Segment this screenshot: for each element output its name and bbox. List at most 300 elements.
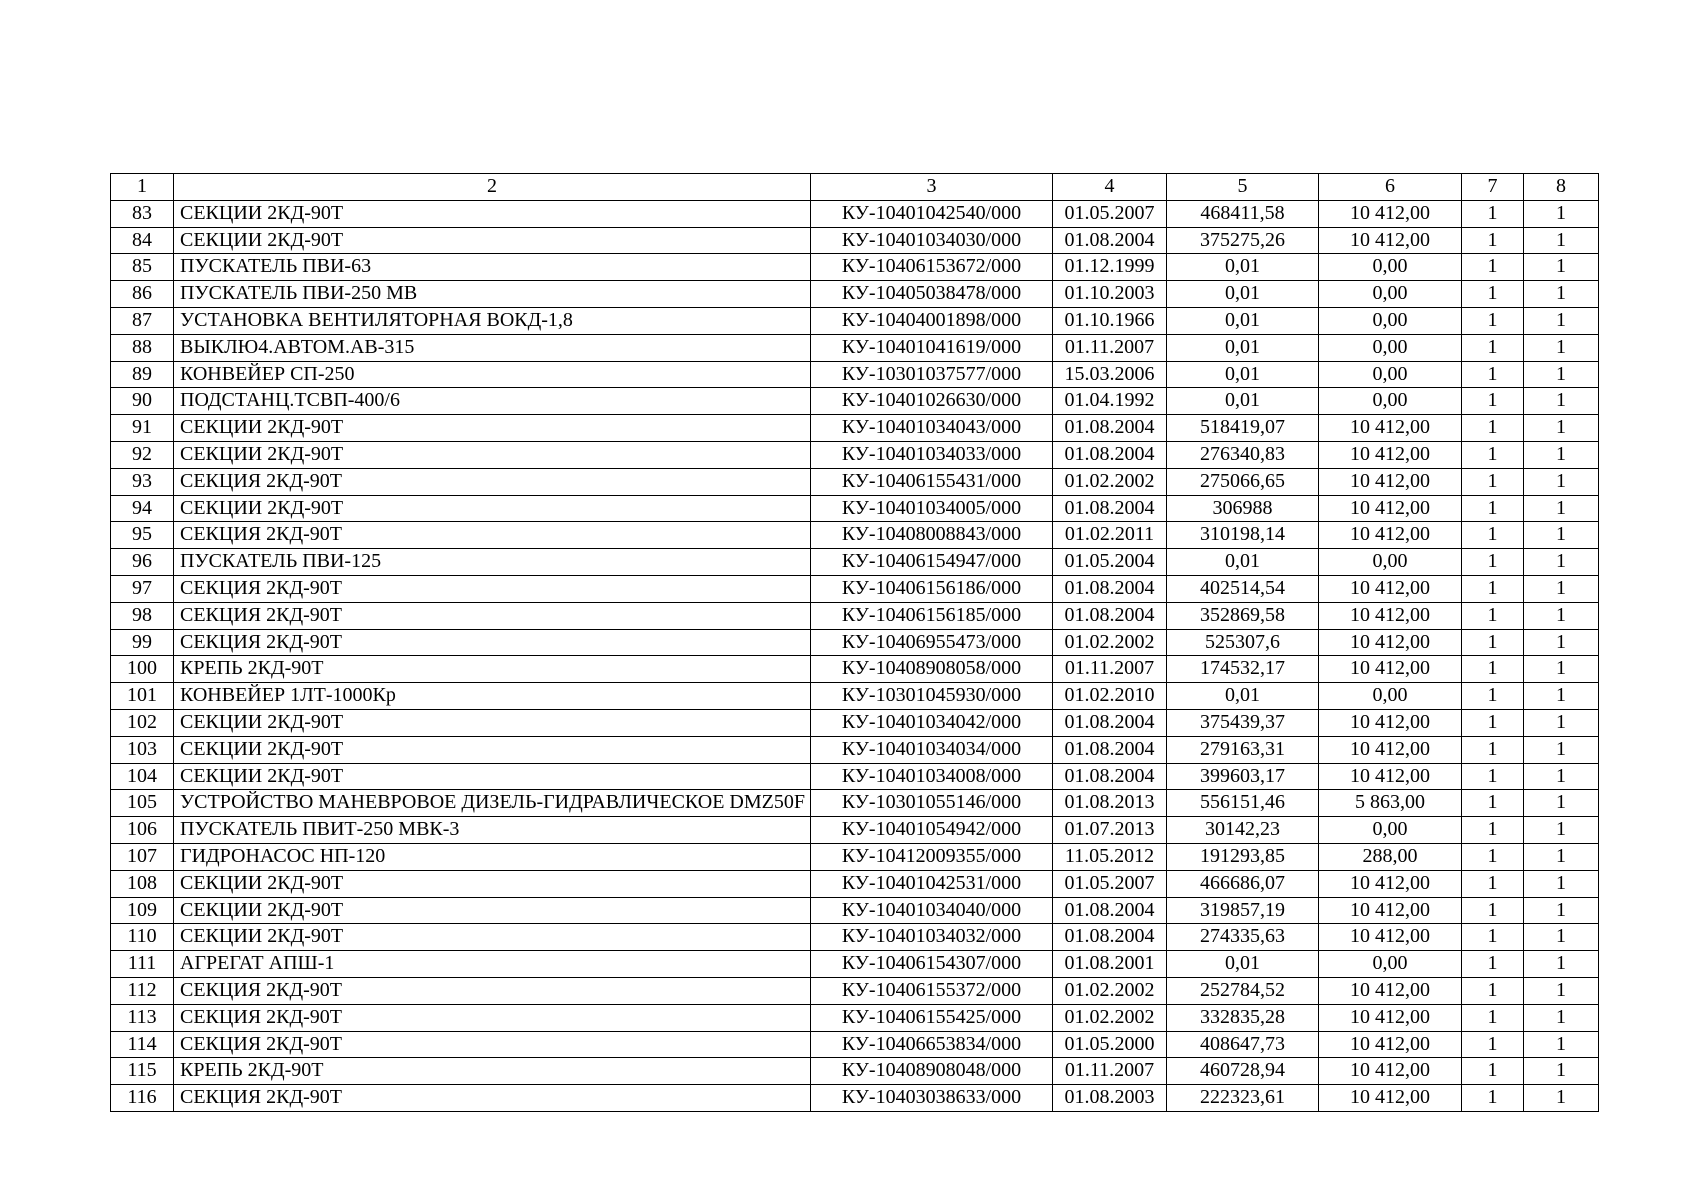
item-name-cell: ПУСКАТЕЛЬ ПВИ-63: [174, 254, 811, 281]
date-cell: 01.11.2007: [1053, 1058, 1167, 1085]
row-number-cell: 100: [111, 656, 174, 683]
item-name-cell: ГИДРОНАСОС НП-120: [174, 843, 811, 870]
quantity-b-cell: 1: [1524, 281, 1599, 308]
row-number-cell: 96: [111, 549, 174, 576]
quantity-b-cell: 1: [1524, 790, 1599, 817]
quantity-b-cell: 1: [1524, 549, 1599, 576]
quantity-b-cell: 1: [1524, 977, 1599, 1004]
amount-cell: 10 412,00: [1319, 709, 1462, 736]
quantity-b-cell: 1: [1524, 951, 1599, 978]
column-header-6: 6: [1319, 174, 1462, 201]
quantity-b-cell: 1: [1524, 1085, 1599, 1112]
date-cell: 01.08.2004: [1053, 495, 1167, 522]
value-cell: 556151,46: [1167, 790, 1319, 817]
item-name-cell: СЕКЦИИ 2КД-90Т: [174, 227, 811, 254]
inventory-number-cell: КУ-10408008843/000: [811, 522, 1053, 549]
table-row: [111, 763, 1599, 790]
amount-cell: 10 412,00: [1319, 441, 1462, 468]
amount-cell: 10 412,00: [1319, 897, 1462, 924]
date-cell: 01.08.2004: [1053, 575, 1167, 602]
value-cell: 191293,85: [1167, 843, 1319, 870]
amount-cell: 10 412,00: [1319, 1085, 1462, 1112]
date-cell: 01.08.2004: [1053, 602, 1167, 629]
column-header-5: 5: [1167, 174, 1319, 201]
row-number-cell: 90: [111, 388, 174, 415]
date-cell: 01.02.2002: [1053, 977, 1167, 1004]
amount-cell: 0,00: [1319, 817, 1462, 844]
amount-cell: 0,00: [1319, 307, 1462, 334]
item-name-cell: КОНВЕЙЕР 1ЛТ-1000Кр: [174, 683, 811, 710]
date-cell: 01.07.2013: [1053, 817, 1167, 844]
row-number-cell: 105: [111, 790, 174, 817]
inventory-number-cell: КУ-10406153672/000: [811, 254, 1053, 281]
inventory-number-cell: КУ-10401034032/000: [811, 924, 1053, 951]
row-number-cell: 91: [111, 415, 174, 442]
table-row: [111, 1058, 1599, 1085]
amount-cell: 10 412,00: [1319, 415, 1462, 442]
column-header-3: 3: [811, 174, 1053, 201]
quantity-a-cell: 1: [1462, 281, 1524, 308]
value-cell: 306988: [1167, 495, 1319, 522]
value-cell: 402514,54: [1167, 575, 1319, 602]
amount-cell: 10 412,00: [1319, 736, 1462, 763]
inventory-number-cell: КУ-10401054942/000: [811, 817, 1053, 844]
row-number-cell: 101: [111, 683, 174, 710]
quantity-a-cell: 1: [1462, 843, 1524, 870]
quantity-a-cell: 1: [1462, 575, 1524, 602]
row-number-cell: 116: [111, 1085, 174, 1112]
item-name-cell: КРЕПЬ 2КД-90Т: [174, 656, 811, 683]
quantity-b-cell: 1: [1524, 843, 1599, 870]
row-number-cell: 95: [111, 522, 174, 549]
date-cell: 01.04.1992: [1053, 388, 1167, 415]
row-number-cell: 98: [111, 602, 174, 629]
amount-cell: 10 412,00: [1319, 924, 1462, 951]
value-cell: 0,01: [1167, 361, 1319, 388]
inventory-number-cell: КУ-10406653834/000: [811, 1031, 1053, 1058]
inventory-number-cell: КУ-10406155372/000: [811, 977, 1053, 1004]
table-row: [111, 200, 1599, 227]
amount-cell: 288,00: [1319, 843, 1462, 870]
quantity-a-cell: 1: [1462, 522, 1524, 549]
table-row: [111, 575, 1599, 602]
item-name-cell: СЕКЦИИ 2КД-90Т: [174, 415, 811, 442]
value-cell: 275066,65: [1167, 468, 1319, 495]
value-cell: 222323,61: [1167, 1085, 1319, 1112]
row-number-cell: 110: [111, 924, 174, 951]
amount-cell: 0,00: [1319, 683, 1462, 710]
inventory-number-cell: КУ-10404001898/000: [811, 307, 1053, 334]
item-name-cell: ПУСКАТЕЛЬ ПВИ-250 МВ: [174, 281, 811, 308]
quantity-a-cell: 1: [1462, 709, 1524, 736]
date-cell: 01.02.2002: [1053, 468, 1167, 495]
date-cell: 01.05.2007: [1053, 870, 1167, 897]
table-row: [111, 683, 1599, 710]
table-row: [111, 281, 1599, 308]
value-cell: 310198,14: [1167, 522, 1319, 549]
item-name-cell: УСТРОЙСТВО МАНЕВРОВОЕ ДИЗЕЛЬ-ГИДРАВЛИЧЕСКОЕ DMZ50F: [174, 790, 811, 817]
quantity-b-cell: 1: [1524, 683, 1599, 710]
table-row: [111, 468, 1599, 495]
date-cell: 01.08.2004: [1053, 441, 1167, 468]
date-cell: 01.10.2003: [1053, 281, 1167, 308]
date-cell: 01.08.2001: [1053, 951, 1167, 978]
item-name-cell: КОНВЕЙЕР СП-250: [174, 361, 811, 388]
table-row: [111, 1085, 1599, 1112]
inventory-number-cell: КУ-10401034042/000: [811, 709, 1053, 736]
item-name-cell: СЕКЦИЯ 2КД-90Т: [174, 575, 811, 602]
value-cell: 518419,07: [1167, 415, 1319, 442]
table-row: [111, 817, 1599, 844]
value-cell: 274335,63: [1167, 924, 1319, 951]
inventory-number-cell: КУ-10301037577/000: [811, 361, 1053, 388]
quantity-a-cell: 1: [1462, 1004, 1524, 1031]
item-name-cell: ВЫКЛЮ4.АВТОМ.АВ-315: [174, 334, 811, 361]
amount-cell: 0,00: [1319, 281, 1462, 308]
inventory-number-cell: КУ-10406154947/000: [811, 549, 1053, 576]
date-cell: 01.02.2010: [1053, 683, 1167, 710]
amount-cell: 0,00: [1319, 549, 1462, 576]
inventory-number-cell: КУ-10401034034/000: [811, 736, 1053, 763]
inventory-number-cell: КУ-10406955473/000: [811, 629, 1053, 656]
inventory-number-cell: КУ-10408908058/000: [811, 656, 1053, 683]
inventory-number-cell: КУ-10406156186/000: [811, 575, 1053, 602]
table-row: [111, 629, 1599, 656]
amount-cell: 10 412,00: [1319, 870, 1462, 897]
row-number-cell: 114: [111, 1031, 174, 1058]
row-number-cell: 94: [111, 495, 174, 522]
row-number-cell: 86: [111, 281, 174, 308]
quantity-a-cell: 1: [1462, 334, 1524, 361]
quantity-a-cell: 1: [1462, 254, 1524, 281]
quantity-b-cell: 1: [1524, 602, 1599, 629]
quantity-b-cell: 1: [1524, 522, 1599, 549]
table-row: [111, 1031, 1599, 1058]
row-number-cell: 112: [111, 977, 174, 1004]
table-row: [111, 951, 1599, 978]
header-row: [111, 174, 1599, 201]
row-number-cell: 107: [111, 843, 174, 870]
date-cell: 15.03.2006: [1053, 361, 1167, 388]
row-number-cell: 113: [111, 1004, 174, 1031]
table-row: [111, 441, 1599, 468]
quantity-a-cell: 1: [1462, 1031, 1524, 1058]
table-row: [111, 1004, 1599, 1031]
value-cell: 174532,17: [1167, 656, 1319, 683]
amount-cell: 0,00: [1319, 951, 1462, 978]
table-row: [111, 843, 1599, 870]
quantity-a-cell: 1: [1462, 629, 1524, 656]
value-cell: 0,01: [1167, 683, 1319, 710]
row-number-cell: 104: [111, 763, 174, 790]
value-cell: 276340,83: [1167, 441, 1319, 468]
item-name-cell: СЕКЦИЯ 2КД-90Т: [174, 629, 811, 656]
table-row: [111, 870, 1599, 897]
row-number-cell: 84: [111, 227, 174, 254]
quantity-a-cell: 1: [1462, 307, 1524, 334]
inventory-number-cell: КУ-10401034005/000: [811, 495, 1053, 522]
inventory-number-cell: КУ-10401026630/000: [811, 388, 1053, 415]
value-cell: 0,01: [1167, 254, 1319, 281]
quantity-a-cell: 1: [1462, 468, 1524, 495]
quantity-a-cell: 1: [1462, 897, 1524, 924]
item-name-cell: СЕКЦИИ 2КД-90Т: [174, 495, 811, 522]
inventory-number-cell: КУ-10401041619/000: [811, 334, 1053, 361]
value-cell: 252784,52: [1167, 977, 1319, 1004]
inventory-number-cell: КУ-10412009355/000: [811, 843, 1053, 870]
date-cell: 01.12.1999: [1053, 254, 1167, 281]
amount-cell: 10 412,00: [1319, 629, 1462, 656]
value-cell: 525307,6: [1167, 629, 1319, 656]
inventory-number-cell: КУ-10401034008/000: [811, 763, 1053, 790]
table-row: [111, 736, 1599, 763]
value-cell: 30142,23: [1167, 817, 1319, 844]
date-cell: 01.11.2007: [1053, 334, 1167, 361]
table-row: [111, 334, 1599, 361]
amount-cell: 10 412,00: [1319, 200, 1462, 227]
quantity-b-cell: 1: [1524, 254, 1599, 281]
value-cell: 0,01: [1167, 951, 1319, 978]
amount-cell: 10 412,00: [1319, 656, 1462, 683]
quantity-b-cell: 1: [1524, 709, 1599, 736]
table-row: [111, 897, 1599, 924]
item-name-cell: СЕКЦИЯ 2КД-90Т: [174, 1085, 811, 1112]
table-row: [111, 709, 1599, 736]
table-row: [111, 495, 1599, 522]
value-cell: 0,01: [1167, 281, 1319, 308]
row-number-cell: 115: [111, 1058, 174, 1085]
item-name-cell: ПУСКАТЕЛЬ ПВИ-125: [174, 549, 811, 576]
table-row: [111, 254, 1599, 281]
quantity-a-cell: 1: [1462, 951, 1524, 978]
quantity-a-cell: 1: [1462, 817, 1524, 844]
value-cell: 319857,19: [1167, 897, 1319, 924]
inventory-number-cell: КУ-10408908048/000: [811, 1058, 1053, 1085]
item-name-cell: ПУСКАТЕЛЬ ПВИТ-250 МВК-3: [174, 817, 811, 844]
item-name-cell: СЕКЦИИ 2КД-90Т: [174, 924, 811, 951]
value-cell: 0,01: [1167, 307, 1319, 334]
quantity-b-cell: 1: [1524, 656, 1599, 683]
quantity-a-cell: 1: [1462, 790, 1524, 817]
row-number-cell: 108: [111, 870, 174, 897]
inventory-number-cell: КУ-10406154307/000: [811, 951, 1053, 978]
date-cell: 01.08.2004: [1053, 709, 1167, 736]
date-cell: 01.08.2004: [1053, 924, 1167, 951]
inventory-table: [110, 173, 1599, 1112]
inventory-number-cell: КУ-10406156185/000: [811, 602, 1053, 629]
row-number-cell: 103: [111, 736, 174, 763]
quantity-a-cell: 1: [1462, 736, 1524, 763]
quantity-a-cell: 1: [1462, 683, 1524, 710]
date-cell: 01.10.1966: [1053, 307, 1167, 334]
value-cell: 0,01: [1167, 549, 1319, 576]
item-name-cell: СЕКЦИИ 2КД-90Т: [174, 200, 811, 227]
quantity-b-cell: 1: [1524, 334, 1599, 361]
date-cell: 01.08.2003: [1053, 1085, 1167, 1112]
quantity-a-cell: 1: [1462, 977, 1524, 1004]
item-name-cell: СЕКЦИИ 2КД-90Т: [174, 870, 811, 897]
amount-cell: 10 412,00: [1319, 227, 1462, 254]
inventory-number-cell: КУ-10406155431/000: [811, 468, 1053, 495]
inventory-number-cell: КУ-10401034040/000: [811, 897, 1053, 924]
column-header-8: 8: [1524, 174, 1599, 201]
inventory-number-cell: КУ-10401034030/000: [811, 227, 1053, 254]
inventory-number-cell: КУ-10403038633/000: [811, 1085, 1053, 1112]
item-name-cell: СЕКЦИЯ 2КД-90Т: [174, 977, 811, 1004]
quantity-b-cell: 1: [1524, 307, 1599, 334]
quantity-b-cell: 1: [1524, 415, 1599, 442]
quantity-a-cell: 1: [1462, 1058, 1524, 1085]
value-cell: 375275,26: [1167, 227, 1319, 254]
row-number-cell: 87: [111, 307, 174, 334]
date-cell: 01.02.2011: [1053, 522, 1167, 549]
quantity-b-cell: 1: [1524, 763, 1599, 790]
quantity-a-cell: 1: [1462, 1085, 1524, 1112]
amount-cell: 0,00: [1319, 388, 1462, 415]
value-cell: 408647,73: [1167, 1031, 1319, 1058]
date-cell: 01.02.2002: [1053, 629, 1167, 656]
value-cell: 352869,58: [1167, 602, 1319, 629]
table-row: [111, 415, 1599, 442]
inventory-number-cell: КУ-10301045930/000: [811, 683, 1053, 710]
item-name-cell: ПОДСТАНЦ.ТСВП-400/6: [174, 388, 811, 415]
quantity-a-cell: 1: [1462, 656, 1524, 683]
amount-cell: 10 412,00: [1319, 977, 1462, 1004]
column-header-2: 2: [174, 174, 811, 201]
amount-cell: 10 412,00: [1319, 495, 1462, 522]
amount-cell: 10 412,00: [1319, 468, 1462, 495]
item-name-cell: КРЕПЬ 2КД-90Т: [174, 1058, 811, 1085]
quantity-a-cell: 1: [1462, 870, 1524, 897]
table-row: [111, 790, 1599, 817]
quantity-b-cell: 1: [1524, 817, 1599, 844]
quantity-a-cell: 1: [1462, 763, 1524, 790]
row-number-cell: 111: [111, 951, 174, 978]
inventory-number-cell: КУ-10401042531/000: [811, 870, 1053, 897]
row-number-cell: 99: [111, 629, 174, 656]
table-row: [111, 602, 1599, 629]
row-number-cell: 89: [111, 361, 174, 388]
quantity-b-cell: 1: [1524, 441, 1599, 468]
value-cell: 375439,37: [1167, 709, 1319, 736]
date-cell: 01.05.2004: [1053, 549, 1167, 576]
value-cell: 0,01: [1167, 388, 1319, 415]
item-name-cell: СЕКЦИЯ 2КД-90Т: [174, 1031, 811, 1058]
date-cell: 01.08.2004: [1053, 897, 1167, 924]
item-name-cell: УСТАНОВКА ВЕНТИЛЯТОРНАЯ ВОКД-1,8: [174, 307, 811, 334]
quantity-b-cell: 1: [1524, 629, 1599, 656]
row-number-cell: 85: [111, 254, 174, 281]
table-row: [111, 924, 1599, 951]
row-number-cell: 93: [111, 468, 174, 495]
amount-cell: 10 412,00: [1319, 1004, 1462, 1031]
row-number-cell: 97: [111, 575, 174, 602]
quantity-b-cell: 1: [1524, 227, 1599, 254]
inventory-number-cell: КУ-10406155425/000: [811, 1004, 1053, 1031]
quantity-b-cell: 1: [1524, 575, 1599, 602]
row-number-cell: 88: [111, 334, 174, 361]
quantity-b-cell: 1: [1524, 924, 1599, 951]
value-cell: 466686,07: [1167, 870, 1319, 897]
item-name-cell: СЕКЦИИ 2КД-90Т: [174, 441, 811, 468]
quantity-b-cell: 1: [1524, 736, 1599, 763]
item-name-cell: СЕКЦИЯ 2КД-90Т: [174, 522, 811, 549]
date-cell: 01.05.2007: [1053, 200, 1167, 227]
value-cell: 460728,94: [1167, 1058, 1319, 1085]
quantity-b-cell: 1: [1524, 1031, 1599, 1058]
amount-cell: 10 412,00: [1319, 522, 1462, 549]
inventory-number-cell: КУ-10301055146/000: [811, 790, 1053, 817]
amount-cell: 0,00: [1319, 361, 1462, 388]
table-row: [111, 388, 1599, 415]
column-header-1: 1: [111, 174, 174, 201]
table-row: [111, 656, 1599, 683]
quantity-b-cell: 1: [1524, 468, 1599, 495]
value-cell: 279163,31: [1167, 736, 1319, 763]
inventory-number-cell: КУ-10401042540/000: [811, 200, 1053, 227]
quantity-a-cell: 1: [1462, 602, 1524, 629]
table-row: [111, 522, 1599, 549]
table-row: [111, 361, 1599, 388]
amount-cell: 0,00: [1319, 334, 1462, 361]
item-name-cell: СЕКЦИЯ 2КД-90Т: [174, 1004, 811, 1031]
value-cell: 332835,28: [1167, 1004, 1319, 1031]
date-cell: 01.08.2004: [1053, 736, 1167, 763]
date-cell: 01.08.2004: [1053, 415, 1167, 442]
date-cell: 01.05.2000: [1053, 1031, 1167, 1058]
row-number-cell: 83: [111, 200, 174, 227]
item-name-cell: СЕКЦИИ 2КД-90Т: [174, 897, 811, 924]
quantity-a-cell: 1: [1462, 549, 1524, 576]
row-number-cell: 109: [111, 897, 174, 924]
quantity-a-cell: 1: [1462, 924, 1524, 951]
date-cell: 11.05.2012: [1053, 843, 1167, 870]
column-header-4: 4: [1053, 174, 1167, 201]
date-cell: 01.11.2007: [1053, 656, 1167, 683]
quantity-a-cell: 1: [1462, 495, 1524, 522]
amount-cell: 10 412,00: [1319, 1058, 1462, 1085]
amount-cell: 5 863,00: [1319, 790, 1462, 817]
quantity-a-cell: 1: [1462, 227, 1524, 254]
table-row: [111, 227, 1599, 254]
quantity-a-cell: 1: [1462, 361, 1524, 388]
row-number-cell: 102: [111, 709, 174, 736]
value-cell: 0,01: [1167, 334, 1319, 361]
item-name-cell: СЕКЦИИ 2КД-90Т: [174, 709, 811, 736]
inventory-number-cell: КУ-10405038478/000: [811, 281, 1053, 308]
inventory-number-cell: КУ-10401034043/000: [811, 415, 1053, 442]
date-cell: 01.02.2002: [1053, 1004, 1167, 1031]
date-cell: 01.08.2004: [1053, 763, 1167, 790]
value-cell: 468411,58: [1167, 200, 1319, 227]
item-name-cell: СЕКЦИИ 2КД-90Т: [174, 763, 811, 790]
quantity-b-cell: 1: [1524, 1058, 1599, 1085]
amount-cell: 10 412,00: [1319, 1031, 1462, 1058]
amount-cell: 10 412,00: [1319, 763, 1462, 790]
value-cell: 399603,17: [1167, 763, 1319, 790]
table-row: [111, 977, 1599, 1004]
quantity-b-cell: 1: [1524, 388, 1599, 415]
item-name-cell: СЕКЦИЯ 2КД-90Т: [174, 602, 811, 629]
quantity-b-cell: 1: [1524, 870, 1599, 897]
date-cell: 01.08.2004: [1053, 227, 1167, 254]
table-body: [111, 200, 1599, 1111]
quantity-a-cell: 1: [1462, 388, 1524, 415]
quantity-b-cell: 1: [1524, 361, 1599, 388]
quantity-b-cell: 1: [1524, 200, 1599, 227]
item-name-cell: СЕКЦИИ 2КД-90Т: [174, 736, 811, 763]
item-name-cell: СЕКЦИЯ 2КД-90Т: [174, 468, 811, 495]
